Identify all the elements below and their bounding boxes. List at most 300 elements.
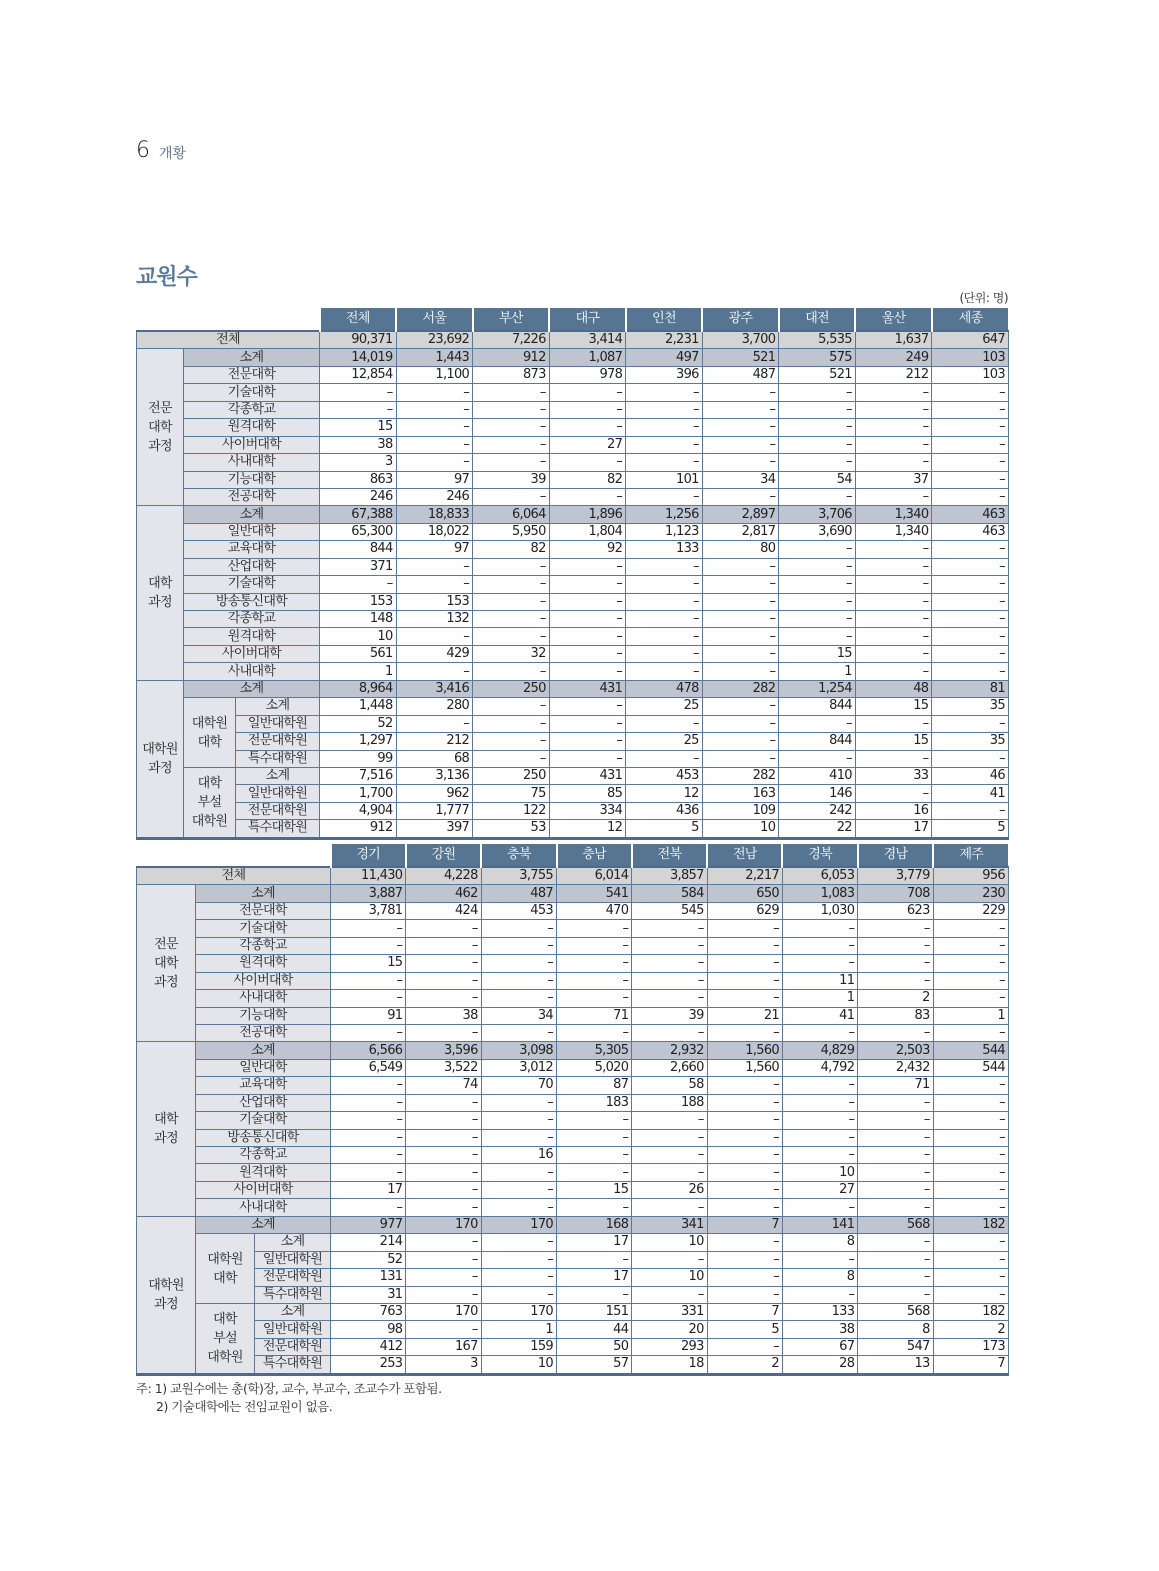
value-cell: 1,340 <box>855 523 932 540</box>
row-label: 전문대학원 <box>236 733 320 750</box>
value-cell: – <box>406 1251 481 1268</box>
value-cell: – <box>320 384 397 401</box>
value-cell: – <box>331 1077 406 1094</box>
value-cell: – <box>549 698 626 715</box>
group-label: 전문 대학 과정 <box>137 885 196 1042</box>
value-cell: – <box>855 663 932 680</box>
value-cell: 1,030 <box>782 902 857 919</box>
value-cell: 10 <box>481 1356 556 1374</box>
table-row <box>137 471 1009 488</box>
value-cell: – <box>855 419 932 436</box>
value-cell: 13 <box>858 1356 933 1374</box>
value-cell: 246 <box>396 488 473 505</box>
value-cell: – <box>396 558 473 575</box>
value-cell: 436 <box>626 802 703 819</box>
value-cell: – <box>481 955 556 972</box>
value-cell: 1,123 <box>626 523 703 540</box>
value-cell: 67 <box>782 1338 857 1355</box>
value-cell: – <box>481 1199 556 1216</box>
value-cell: – <box>557 990 632 1007</box>
value-cell: 487 <box>481 885 556 902</box>
value-cell: 39 <box>632 1007 707 1024</box>
value-cell: 18,022 <box>396 523 473 540</box>
value-cell: – <box>932 471 1009 488</box>
value-cell: – <box>481 972 556 989</box>
value-cell: 7 <box>707 1216 782 1233</box>
value-cell: 11 <box>782 972 857 989</box>
value-cell: – <box>549 663 626 680</box>
value-cell: 487 <box>702 366 779 383</box>
value-cell: – <box>932 593 1009 610</box>
value-cell: – <box>549 628 626 645</box>
value-cell: 521 <box>702 349 779 366</box>
value-cell: – <box>702 663 779 680</box>
value-cell: 48 <box>855 680 932 697</box>
faculty-table-1 <box>136 308 1009 840</box>
row-label: 기능대학 <box>196 1007 331 1024</box>
value-cell: 103 <box>932 349 1009 366</box>
value-cell: – <box>933 1286 1008 1303</box>
value-cell: 453 <box>626 767 703 784</box>
value-cell: – <box>782 955 857 972</box>
value-cell: – <box>858 1147 933 1164</box>
value-cell: – <box>707 1286 782 1303</box>
value-cell: – <box>932 419 1009 436</box>
table-row <box>137 645 1009 662</box>
row-label: 원격대학 <box>184 419 320 436</box>
value-cell: – <box>707 1024 782 1041</box>
value-cell: 214 <box>331 1234 406 1251</box>
value-cell: – <box>331 1129 406 1146</box>
value-cell: – <box>702 401 779 418</box>
value-cell: – <box>855 576 932 593</box>
value-cell: – <box>707 1199 782 1216</box>
row-label: 원격대학 <box>196 955 331 972</box>
footnote-2: 2) 기술대학에는 전임교원이 없음. <box>156 1399 333 1414</box>
value-cell: – <box>396 436 473 453</box>
value-cell: – <box>702 576 779 593</box>
value-cell: – <box>932 663 1009 680</box>
value-cell: 148 <box>320 611 397 628</box>
value-cell: 470 <box>557 902 632 919</box>
value-cell: – <box>481 937 556 954</box>
value-cell: – <box>549 611 626 628</box>
column-header: 대구 <box>549 308 626 331</box>
table-row <box>137 384 1009 401</box>
subgroup-label: 대학 부설 대학원 <box>196 1303 255 1374</box>
value-cell: – <box>473 663 550 680</box>
value-cell: – <box>702 384 779 401</box>
value-cell: 463 <box>932 506 1009 523</box>
value-cell: – <box>331 1094 406 1111</box>
value-cell: 397 <box>396 820 473 838</box>
value-cell: – <box>855 715 932 732</box>
value-cell: 5 <box>932 820 1009 838</box>
value-cell: – <box>855 401 932 418</box>
value-cell: 170 <box>481 1216 556 1233</box>
value-cell: 1,896 <box>549 506 626 523</box>
value-cell: – <box>331 1199 406 1216</box>
row-label: 소계 <box>184 506 320 523</box>
value-cell: 71 <box>858 1077 933 1094</box>
row-label: 각종학교 <box>196 937 331 954</box>
row-label: 기술대학 <box>184 384 320 401</box>
value-cell: 3,136 <box>396 767 473 784</box>
value-cell: 97 <box>396 541 473 558</box>
value-cell: 5 <box>707 1321 782 1338</box>
value-cell: – <box>632 972 707 989</box>
value-cell: – <box>782 1024 857 1041</box>
value-cell: – <box>557 1147 632 1164</box>
value-cell: 1,256 <box>626 506 703 523</box>
value-cell: – <box>473 436 550 453</box>
value-cell: 46 <box>932 767 1009 784</box>
value-cell: 3,690 <box>779 523 856 540</box>
value-cell: 1,254 <box>779 680 856 697</box>
value-cell: – <box>406 1164 481 1181</box>
value-cell: 584 <box>632 885 707 902</box>
value-cell: – <box>932 576 1009 593</box>
value-cell: 41 <box>782 1007 857 1024</box>
value-cell: – <box>707 955 782 972</box>
row-label: 기술대학 <box>184 576 320 593</box>
value-cell: – <box>406 1199 481 1216</box>
table-row <box>137 1077 1009 1094</box>
value-cell: – <box>557 920 632 937</box>
value-cell: – <box>473 401 550 418</box>
value-cell: 153 <box>396 593 473 610</box>
value-cell: 15 <box>320 419 397 436</box>
value-cell: – <box>626 645 703 662</box>
value-cell: 167 <box>406 1338 481 1355</box>
value-cell: 10 <box>632 1269 707 1286</box>
value-cell: – <box>549 733 626 750</box>
value-cell: 146 <box>779 785 856 802</box>
value-cell: 424 <box>406 902 481 919</box>
value-cell: 25 <box>626 733 703 750</box>
value-cell: – <box>473 419 550 436</box>
value-cell: 92 <box>549 541 626 558</box>
group-label: 대학원 과정 <box>137 1216 196 1374</box>
value-cell: – <box>782 1286 857 1303</box>
value-cell: – <box>858 1251 933 1268</box>
value-cell: 17 <box>557 1234 632 1251</box>
value-cell: – <box>855 436 932 453</box>
subgroup-label: 대학원 대학 <box>184 698 236 768</box>
header-row <box>137 844 1009 867</box>
value-cell: – <box>473 611 550 628</box>
value-cell: 575 <box>779 349 856 366</box>
header-blank <box>137 844 331 867</box>
column-header: 세종 <box>932 308 1009 331</box>
row-label: 각종학교 <box>184 611 320 628</box>
value-cell: 133 <box>782 1303 857 1320</box>
value-cell: – <box>779 436 856 453</box>
column-header: 부산 <box>473 308 550 331</box>
value-cell: 34 <box>481 1007 556 1024</box>
value-cell: 623 <box>858 902 933 919</box>
value-cell: – <box>707 1251 782 1268</box>
value-cell: – <box>331 990 406 1007</box>
row-label: 일반대학원 <box>236 715 320 732</box>
value-cell: – <box>557 1199 632 1216</box>
column-header: 경기 <box>331 844 406 867</box>
chapter-title: 개황 <box>159 146 187 162</box>
value-cell: – <box>557 937 632 954</box>
value-cell: – <box>702 733 779 750</box>
value-cell: – <box>779 541 856 558</box>
value-cell: 3,414 <box>549 331 626 349</box>
row-label: 소계 <box>184 680 320 697</box>
value-cell: – <box>707 1269 782 1286</box>
value-cell: – <box>632 1164 707 1181</box>
value-cell: 763 <box>331 1303 406 1320</box>
value-cell: – <box>779 611 856 628</box>
value-cell: 4,904 <box>320 802 397 819</box>
value-cell: – <box>481 1234 556 1251</box>
value-cell: 21 <box>707 1007 782 1024</box>
column-header: 전북 <box>632 844 707 867</box>
value-cell: – <box>779 401 856 418</box>
table-row <box>137 1147 1009 1164</box>
value-cell: 1,083 <box>782 885 857 902</box>
value-cell: – <box>858 1129 933 1146</box>
value-cell: – <box>932 558 1009 575</box>
value-cell: 170 <box>481 1303 556 1320</box>
value-cell: 6,566 <box>331 1042 406 1059</box>
value-cell: 7 <box>707 1303 782 1320</box>
value-cell: – <box>473 698 550 715</box>
table-row <box>137 750 1009 767</box>
value-cell: 7,516 <box>320 767 397 784</box>
value-cell: 53 <box>473 820 550 838</box>
row-label: 사이버대학 <box>196 972 331 989</box>
value-cell: – <box>549 384 626 401</box>
value-cell: 170 <box>406 1216 481 1233</box>
table-row <box>137 1321 1009 1338</box>
value-cell: 6,014 <box>557 867 632 885</box>
section-title: 교원수 <box>136 265 197 290</box>
value-cell: – <box>632 1199 707 1216</box>
value-cell: – <box>549 576 626 593</box>
row-label: 특수대학원 <box>236 820 320 838</box>
value-cell: – <box>855 645 932 662</box>
value-cell: 5,020 <box>557 1059 632 1076</box>
value-cell: – <box>707 1181 782 1198</box>
value-cell: 4,829 <box>782 1042 857 1059</box>
value-cell: – <box>933 1147 1008 1164</box>
value-cell: – <box>782 1251 857 1268</box>
value-cell: – <box>626 558 703 575</box>
value-cell: 2,932 <box>632 1042 707 1059</box>
value-cell: – <box>702 715 779 732</box>
value-cell: 15 <box>855 698 932 715</box>
value-cell: – <box>858 1094 933 1111</box>
value-cell: 1,297 <box>320 733 397 750</box>
value-cell: 17 <box>855 820 932 838</box>
value-cell: – <box>626 488 703 505</box>
table-row <box>137 1059 1009 1076</box>
value-cell: 250 <box>473 767 550 784</box>
value-cell: 101 <box>626 471 703 488</box>
value-cell: – <box>933 1024 1008 1041</box>
value-cell: – <box>779 593 856 610</box>
value-cell: – <box>779 715 856 732</box>
row-label: 전공대학 <box>184 488 320 505</box>
value-cell: 8 <box>858 1321 933 1338</box>
value-cell: – <box>481 1286 556 1303</box>
value-cell: – <box>549 488 626 505</box>
value-cell: 10 <box>782 1164 857 1181</box>
table-row <box>137 698 1009 715</box>
value-cell: – <box>481 1251 556 1268</box>
value-cell: 545 <box>632 902 707 919</box>
value-cell: – <box>632 1147 707 1164</box>
value-cell: 246 <box>320 488 397 505</box>
table-row <box>137 558 1009 575</box>
value-cell: 52 <box>320 715 397 732</box>
value-cell: – <box>933 1199 1008 1216</box>
value-cell: 962 <box>396 785 473 802</box>
table-row <box>137 1094 1009 1111</box>
value-cell: – <box>481 990 556 1007</box>
value-cell: – <box>858 1024 933 1041</box>
value-cell: – <box>932 454 1009 471</box>
table-row <box>137 785 1009 802</box>
total-row <box>137 867 1009 885</box>
row-label: 일반대학원 <box>255 1251 331 1268</box>
value-cell: – <box>320 576 397 593</box>
value-cell: – <box>632 955 707 972</box>
value-cell: 2 <box>933 1321 1008 1338</box>
value-cell: 978 <box>549 366 626 383</box>
table-row <box>137 1303 1009 1320</box>
value-cell: – <box>557 972 632 989</box>
value-cell: – <box>702 611 779 628</box>
value-cell: 12,854 <box>320 366 397 383</box>
value-cell: – <box>406 972 481 989</box>
value-cell: – <box>626 436 703 453</box>
value-cell: 547 <box>858 1338 933 1355</box>
row-label: 사이버대학 <box>196 1181 331 1198</box>
value-cell: 3,755 <box>481 867 556 885</box>
value-cell: 91 <box>331 1007 406 1024</box>
column-header: 경남 <box>858 844 933 867</box>
value-cell: 1 <box>933 1007 1008 1024</box>
value-cell: 650 <box>707 885 782 902</box>
value-cell: 38 <box>320 436 397 453</box>
table-row <box>137 523 1009 540</box>
value-cell: 5,535 <box>779 331 856 349</box>
value-cell: 90,371 <box>320 331 397 349</box>
value-cell: – <box>481 1164 556 1181</box>
value-cell: 188 <box>632 1094 707 1111</box>
value-cell: 912 <box>320 820 397 838</box>
value-cell: – <box>782 1112 857 1129</box>
value-cell: – <box>933 1164 1008 1181</box>
page-number: 6 <box>136 138 150 163</box>
value-cell: – <box>933 1181 1008 1198</box>
row-label: 사이버대학 <box>184 436 320 453</box>
row-label: 사내대학 <box>196 990 331 1007</box>
value-cell: 71 <box>557 1007 632 1024</box>
value-cell: – <box>473 488 550 505</box>
value-cell: – <box>933 990 1008 1007</box>
value-cell: 6,549 <box>331 1059 406 1076</box>
value-cell: 912 <box>473 349 550 366</box>
value-cell: 521 <box>779 366 856 383</box>
row-label: 일반대학원 <box>255 1321 331 1338</box>
value-cell: – <box>632 1251 707 1268</box>
row-label: 사내대학 <box>184 663 320 680</box>
value-cell: 18 <box>632 1356 707 1374</box>
row-label: 특수대학원 <box>255 1286 331 1303</box>
value-cell: 863 <box>320 471 397 488</box>
value-cell: 3,596 <box>406 1042 481 1059</box>
value-cell: 35 <box>932 698 1009 715</box>
table-row <box>137 802 1009 819</box>
value-cell: 32 <box>473 645 550 662</box>
value-cell: – <box>933 1094 1008 1111</box>
value-cell: – <box>855 611 932 628</box>
value-cell: – <box>855 454 932 471</box>
group-label: 대학 과정 <box>137 506 184 680</box>
value-cell: 80 <box>702 541 779 558</box>
value-cell: – <box>632 1129 707 1146</box>
value-cell: – <box>626 628 703 645</box>
table-row <box>137 767 1009 784</box>
value-cell: – <box>779 576 856 593</box>
row-label: 전공대학 <box>196 1024 331 1041</box>
value-cell: 182 <box>933 1216 1008 1233</box>
value-cell: 173 <box>933 1338 1008 1355</box>
table-row <box>137 1286 1009 1303</box>
table-row <box>137 820 1009 838</box>
value-cell: 212 <box>396 733 473 750</box>
table-row <box>137 488 1009 505</box>
value-cell: 82 <box>549 471 626 488</box>
value-cell: – <box>932 611 1009 628</box>
row-label: 특수대학원 <box>255 1356 331 1374</box>
value-cell: – <box>858 1286 933 1303</box>
value-cell: 3,779 <box>858 867 933 885</box>
group-label: 대학원 과정 <box>137 680 184 838</box>
value-cell: 956 <box>933 867 1008 885</box>
table-row <box>137 1199 1009 1216</box>
table-row <box>137 902 1009 919</box>
value-cell: – <box>858 1234 933 1251</box>
value-cell: – <box>406 1269 481 1286</box>
value-cell: 67,388 <box>320 506 397 523</box>
value-cell: 249 <box>855 349 932 366</box>
value-cell: 1,087 <box>549 349 626 366</box>
table-row <box>137 1269 1009 1286</box>
column-header: 충북 <box>481 844 556 867</box>
value-cell: – <box>782 1199 857 1216</box>
value-cell: 629 <box>707 902 782 919</box>
table-row <box>137 454 1009 471</box>
value-cell: 1 <box>779 663 856 680</box>
value-cell: 3,700 <box>702 331 779 349</box>
row-label: 전문대학 <box>196 902 331 919</box>
value-cell: 75 <box>473 785 550 802</box>
value-cell: 38 <box>782 1321 857 1338</box>
value-cell: – <box>702 645 779 662</box>
value-cell: 12 <box>549 820 626 838</box>
value-cell: – <box>933 920 1008 937</box>
value-cell: 568 <box>858 1303 933 1320</box>
value-cell: 463 <box>932 523 1009 540</box>
